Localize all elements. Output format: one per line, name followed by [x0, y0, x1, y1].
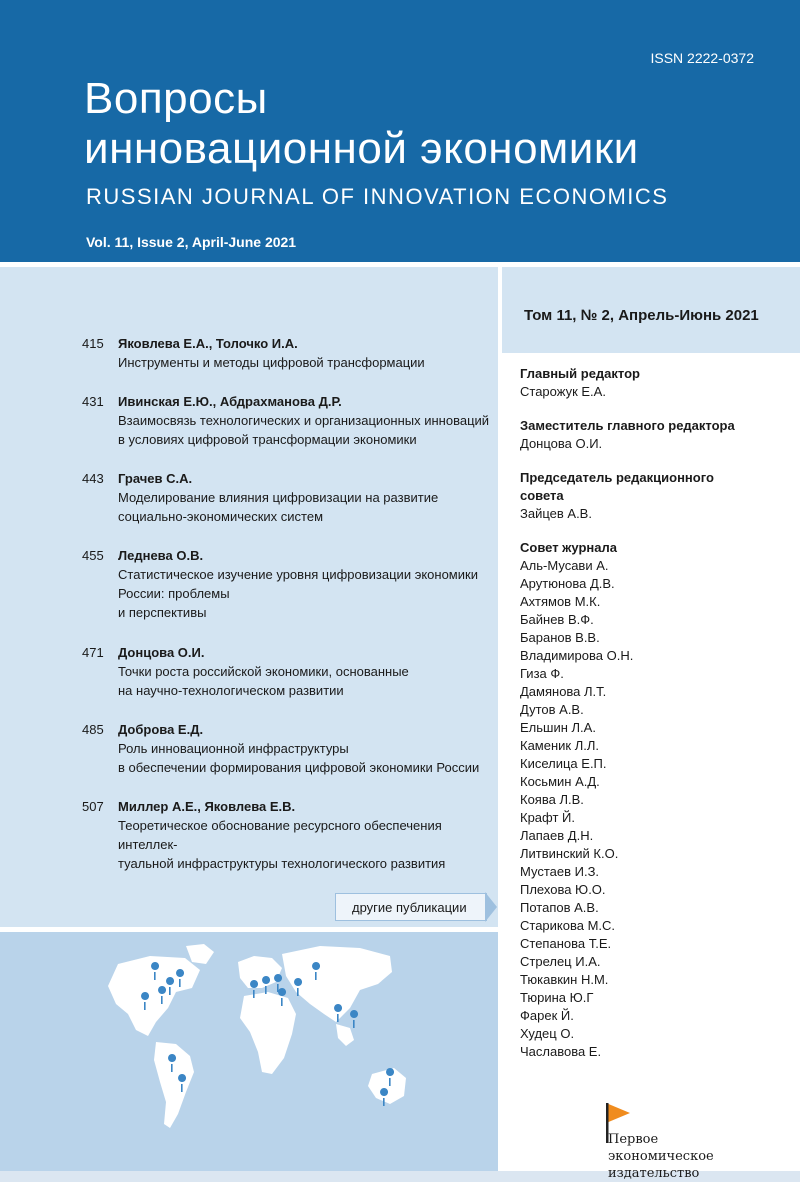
- article-authors: Грачев С.А.: [118, 471, 193, 486]
- article-title-line: в обеспечении формирования цифровой экономики России: [118, 760, 480, 775]
- article-title-line: на научно-технологическом развитии: [118, 683, 344, 698]
- chairman-role: Председатель редакционного: [520, 470, 714, 485]
- council-block: [520, 539, 790, 1061]
- article-title-line: в условиях цифровой трансформации экономики: [118, 432, 417, 447]
- council-member: Байнев В.Ф.: [520, 612, 594, 627]
- council-member: Баранов В.В.: [520, 630, 600, 645]
- article-title-line: России: проблемы: [118, 586, 230, 601]
- more-publications-label: другие публикации: [352, 900, 467, 915]
- article-title-line: Точки роста российской экономики, основанные: [118, 664, 409, 679]
- article-authors: Доброва Е.Д.: [118, 722, 204, 737]
- council-member: Владимирова О.Н.: [520, 648, 634, 663]
- article-title-line: Взаимосвязь технологических и организационных инноваций: [118, 413, 490, 428]
- article-authors: Леднева О.В.: [118, 548, 204, 563]
- deputy-editor-name: Донцова О.И.: [520, 436, 603, 451]
- volume-issue-ru: Том 11, № 2, Апрель-Июнь 2021: [524, 307, 759, 324]
- council-member: Лапаев Д.Н.: [520, 828, 594, 843]
- council-member: Дамянова Л.Т.: [520, 684, 607, 699]
- article-title-line: социально-экономических систем: [118, 509, 324, 524]
- chief-editor-block: [520, 365, 790, 401]
- council-member: Старикова М.С.: [520, 918, 616, 933]
- arrow-right-icon[interactable]: [485, 892, 497, 922]
- article-page-number: 431: [82, 394, 104, 409]
- council-member: Крафт Й.: [520, 810, 575, 825]
- chief-editor-name: Старожук Е.А.: [520, 384, 606, 399]
- world-map-panel: [0, 927, 500, 1171]
- article-title-line: Теоретическое обоснование ресурсного обеспечения интеллек-: [118, 818, 442, 852]
- article-authors: Яковлева Е.А., Толочко И.А.: [118, 336, 298, 351]
- issn-number: ISSN 2222-0372: [650, 50, 754, 66]
- council-member: Киселица Е.П.: [520, 756, 607, 771]
- council-member: Литвинский К.О.: [520, 846, 619, 861]
- editorial-board: [502, 353, 800, 1181]
- article-title-line: Статистическое изучение уровня цифровизации экономики: [118, 567, 478, 582]
- article-authors: Донцова О.И.: [118, 645, 205, 660]
- council-member: Мустаев И.З.: [520, 864, 600, 879]
- chairman-block: [520, 469, 790, 523]
- article-page-number: 415: [82, 336, 104, 351]
- editorial-sidebar: [502, 267, 800, 1181]
- world-map-icon: [0, 932, 500, 1171]
- more-publications-button[interactable]: [335, 893, 487, 921]
- council-member: Каменик Л.Л.: [520, 738, 599, 753]
- table-of-contents: [0, 267, 500, 927]
- chairman-role-cont: совета: [520, 488, 564, 503]
- journal-header: [0, 0, 800, 262]
- council-member: Худец О.: [520, 1026, 575, 1041]
- article-title-line: Инструменты и методы цифровой трансформации: [118, 355, 425, 370]
- council-member: Степанова Т.Е.: [520, 936, 612, 951]
- journal-title-line-1: Вопросы: [84, 74, 268, 123]
- journal-subtitle-en: RUSSIAN JOURNAL OF INNOVATION ECONOMICS: [86, 184, 669, 209]
- council-member: Фарек Й.: [520, 1008, 574, 1023]
- article-page-number: 471: [82, 645, 104, 660]
- council-member: Потапов А.В.: [520, 900, 599, 915]
- council-role: Совет журнала: [520, 540, 617, 555]
- journal-title: [84, 74, 639, 174]
- council-member: Арутюнова Д.В.: [520, 576, 615, 591]
- council-member: Ахтямов М.К.: [520, 594, 601, 609]
- council-member: Гиза Ф.: [520, 666, 564, 681]
- article-authors: Ивинская Е.Ю., Абдрахманова Д.Р.: [118, 394, 342, 409]
- publisher-logo-text: [608, 1131, 714, 1182]
- council-member: Ельшин Л.А.: [520, 720, 596, 735]
- publisher-line-3: издательство: [608, 1166, 700, 1181]
- article-authors: Миллер А.Е., Яковлева Е.В.: [118, 799, 296, 814]
- council-member: Дутов А.В.: [520, 702, 584, 717]
- chief-editor-role: Главный редактор: [520, 366, 640, 381]
- article-title-line: и перспективы: [118, 605, 207, 620]
- council-member: Аль-Мусави А.: [520, 558, 609, 573]
- chairman-name: Зайцев А.В.: [520, 506, 592, 521]
- council-member: Чаславова Е.: [520, 1044, 602, 1059]
- council-member: Коява Л.В.: [520, 792, 584, 807]
- council-member: Тюрина Ю.Г: [520, 990, 594, 1005]
- article-title-line: Моделирование влияния цифровизации на развитие: [118, 490, 439, 505]
- council-member: Тюкавкин Н.М.: [520, 972, 609, 987]
- article-page-number: 455: [82, 548, 104, 563]
- article-page-number: 443: [82, 471, 104, 486]
- article-page-number: 485: [82, 722, 104, 737]
- article-title-line: туальной инфраструктуры технологического развития: [118, 856, 446, 871]
- council-member: Стрелец И.А.: [520, 954, 601, 969]
- article-title-line: Роль инновационной инфраструктуры: [118, 741, 349, 756]
- deputy-editor-role: Заместитель главного редактора: [520, 418, 735, 433]
- council-member: Косьмин А.Д.: [520, 774, 600, 789]
- volume-issue-en: Vol. 11, Issue 2, April-June 2021: [86, 234, 297, 250]
- council-list: [520, 557, 790, 1061]
- publisher-line-2: экономическое: [608, 1149, 714, 1164]
- volume-ru-box: [502, 267, 800, 353]
- journal-title-line-2: инновационной экономики: [84, 124, 639, 173]
- publisher-line-1: Первое: [608, 1132, 659, 1147]
- deputy-editor-block: [520, 417, 790, 453]
- council-member: Плехова Ю.О.: [520, 882, 606, 897]
- article-page-number: 507: [82, 799, 104, 814]
